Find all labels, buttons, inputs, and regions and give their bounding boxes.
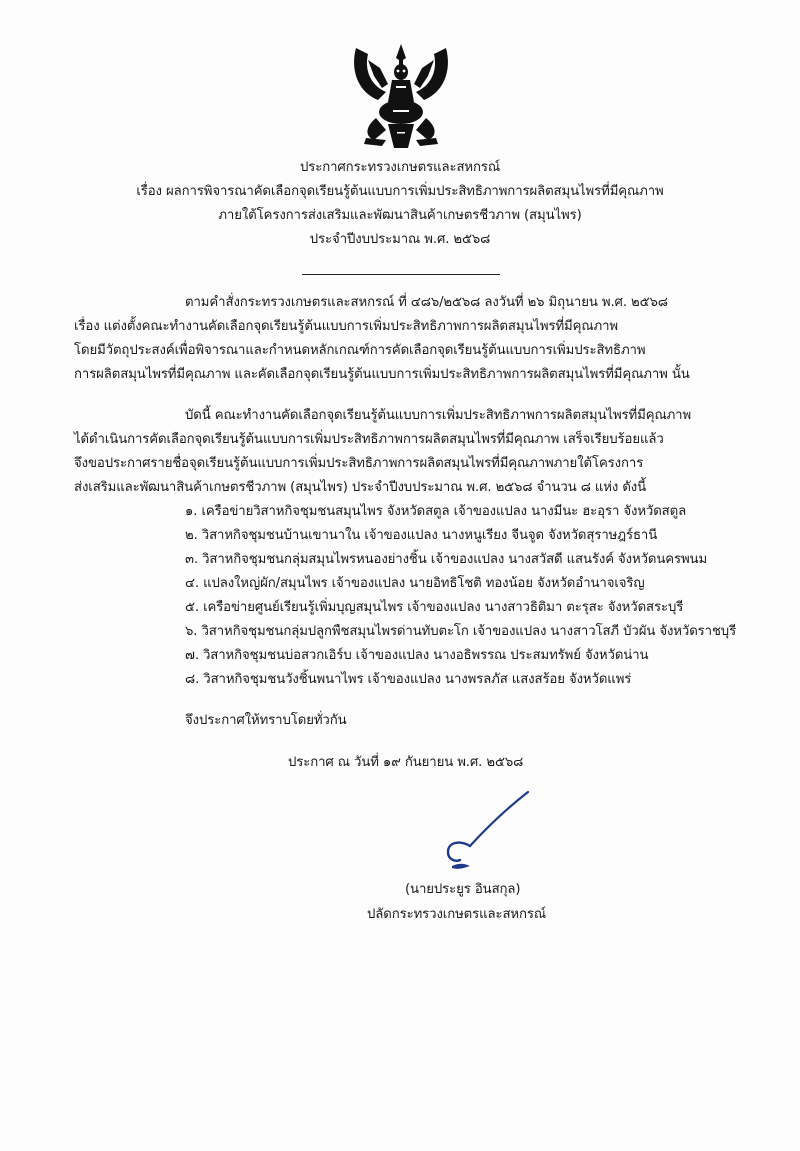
list-item: ๒. วิสาหกิจชุมชนบ้านเขานาใน เจ้าของแปลง นางหนูเรียง จีนจูด จังหวัดสุราษฎร์ธานี	[185, 528, 658, 543]
signatory-name: (นายประยูร อินสกุล)	[405, 882, 521, 897]
list-item: ๓. วิสาหกิจชุมชนกลุ่มสมุนไพรหนองย่างชิ้น เจ้าของแปลง นางสวัสดี แสนรังค์ จังหวัดนครพนม	[185, 552, 708, 567]
signatory-position: ปลัดกระทรวงเกษตรและสหกรณ์	[367, 907, 547, 922]
paragraph1-line: โดยมีวัตถุประสงค์เพื่อพิจารณาและกำหนดหลักเกณฑ์การคัดเลือกจุดเรียนรู้ต้นแบบการเพิ่มประสิทธิภาพ	[74, 343, 646, 358]
divider	[302, 274, 500, 275]
announcement-title: ประกาศกระทรวงเกษตรและสหกรณ์	[299, 160, 500, 175]
list-item: ๑. เครือข่ายวิสาหกิจชุมชนสมุนไพร จังหวัดสตูล เจ้าของแปลง นางมีนะ ฮะอุรา จังหวัดสตูล	[185, 504, 687, 519]
paragraph1-line: การผลิตสมุนไพรที่มีคุณภาพ และคัดเลือกจุดเรียนรู้ต้นแบบการเพิ่มประสิทธิภาพการผลิตสมุนไพรที่มีคุณภาพ นั้น	[74, 367, 690, 382]
subject-line-1: เรื่อง ผลการพิจารณาคัดเลือกจุดเรียนรู้ต้นแบบการเพิ่มประสิทธิภาพการผลิตสมุนไพรที่มีคุณภาพ	[136, 184, 664, 199]
list-item: ๕. เครือข่ายศูนย์เรียนรู้เพิ่มบุญสมุนไพร เจ้าของแปลง นางสาวธิติมา ตะรุสะ จังหวัดสระบุรี	[185, 600, 684, 615]
list-item: ๘. วิสาหกิจชุมชนวังชิ้นพนาไพร เจ้าของแปลง นางพรลภัส แสงสร้อย จังหวัดแพร่	[185, 672, 632, 687]
paragraph1-line: เรื่อง แต่งตั้งคณะทำงานคัดเลือกจุดเรียนรู้ต้นแบบการเพิ่มประสิทธิภาพการผลิตสมุนไพรที่มีคุณภาพ	[74, 319, 618, 334]
closing-statement: จึงประกาศให้ทราบโดยทั่วกัน	[185, 713, 347, 728]
paragraph1-line: ตามคำสั่งกระทรวงเกษตรและสหกรณ์ ที่ ๔๘๖/๒๕๖๘ ลงวันที่ ๒๖ มิถุนายน พ.ศ. ๒๕๖๘	[185, 295, 668, 310]
list-item: ๗. วิสาหกิจชุมชนบ่อสวกเอิร์บ เจ้าของแปลง นางอธิพรรณ ประสมทรัพย์ จังหวัดน่าน	[185, 648, 649, 663]
subject-line-3: ประจำปีงบประมาณ พ.ศ. ๒๕๖๘	[309, 232, 491, 247]
garuda-emblem-icon	[346, 40, 456, 152]
paragraph2-line: ได้ดำเนินการคัดเลือกจุดเรียนรู้ต้นแบบการเพิ่มประสิทธิภาพการผลิตสมุนไพรที่มีคุณภาพ เสร็จเรียบร้อยแล้ว	[74, 432, 664, 447]
paragraph2-line: จึงขอประกาศรายชื่อจุดเรียนรู้ต้นแบบการเพิ่มประสิทธิภาพการผลิตสมุนไพรที่มีคุณภาพภายใต้โครงการ	[74, 456, 644, 471]
signature-icon	[440, 788, 535, 878]
paragraph2-line: ส่งเสริมและพัฒนาสินค้าเกษตรชีวภาพ (สมุนไพร) ประจำปีงบประมาณ พ.ศ. ๒๕๖๘ จำนวน ๘ แห่ง ดังนี้	[74, 480, 647, 495]
list-item: ๖. วิสาหกิจชุมชนกลุ่มปลูกพืชสมุนไพรด่านทับตะโก เจ้าของแปลง นางสาวโสภี บัวผัน จังหวัดราชบุรี	[185, 624, 737, 639]
paragraph2-line: บัดนี้ คณะทำงานคัดเลือกจุดเรียนรู้ต้นแบบการเพิ่มประสิทธิภาพการผลิตสมุนไพรที่มีคุณภาพ	[185, 408, 692, 423]
list-item: ๔. แปลงใหญ่ผัก/สมุนไพร เจ้าของแปลง นายอิทธิโชติ ทองน้อย จังหวัดอำนาจเจริญ	[185, 576, 645, 591]
date-line: ประกาศ ณ วันที่ ๑๙ กันยายน พ.ศ. ๒๕๖๘	[288, 755, 524, 770]
subject-line-2: ภายใต้โครงการส่งเสริมและพัฒนาสินค้าเกษตรชีวภาพ (สมุนไพร)	[218, 208, 582, 223]
